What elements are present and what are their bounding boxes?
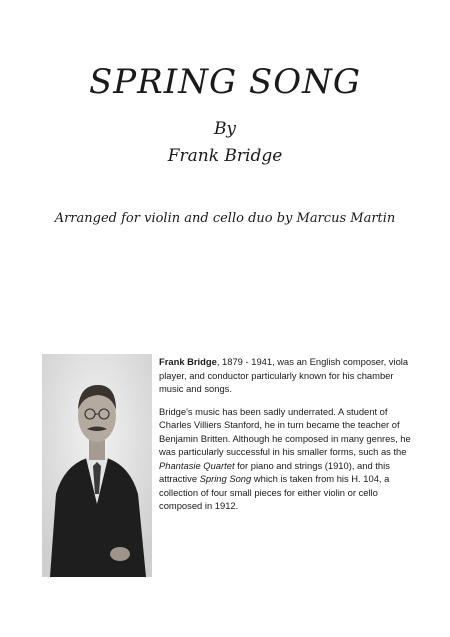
bio-composer-name: Frank Bridge <box>159 356 217 367</box>
arrangement-credit: Arranged for violin and cello duo by Marcus Martin <box>54 211 396 226</box>
bio-text-segment: Bridge's music has been sadly underrated. A student of Charles Villiers Stanford, he in turn became the teacher of Benjamin Britten. Although he composed in many genres, he was particularly successful in his smaller forms, such as the <box>159 405 411 457</box>
bio-intro-text: , 1879 - 1941, was an English composer, viola player, and conductor particularly known for his chamber music and songs. <box>159 356 409 394</box>
composer-biography <box>159 355 414 522</box>
work-title-spring-song: Spring Song <box>199 473 252 484</box>
composer-name: Frank Bridge <box>167 146 283 166</box>
composer-portrait <box>42 354 152 577</box>
bio-paragraph-2 <box>159 405 414 513</box>
by-line: By <box>213 119 237 139</box>
bio-text-segment: for piano and strings (1910), and this attractive <box>159 459 390 484</box>
bio-paragraph-1 <box>159 355 414 396</box>
page-title: SPRING SONG <box>89 62 361 102</box>
work-title-phantasie: Phantasie Quartet <box>159 459 235 471</box>
bio-text-segment: which is taken from his H. 104, a collection of four small pieces for either violin or cello composed in 1912. <box>159 473 390 511</box>
portrait-photo <box>42 354 152 577</box>
